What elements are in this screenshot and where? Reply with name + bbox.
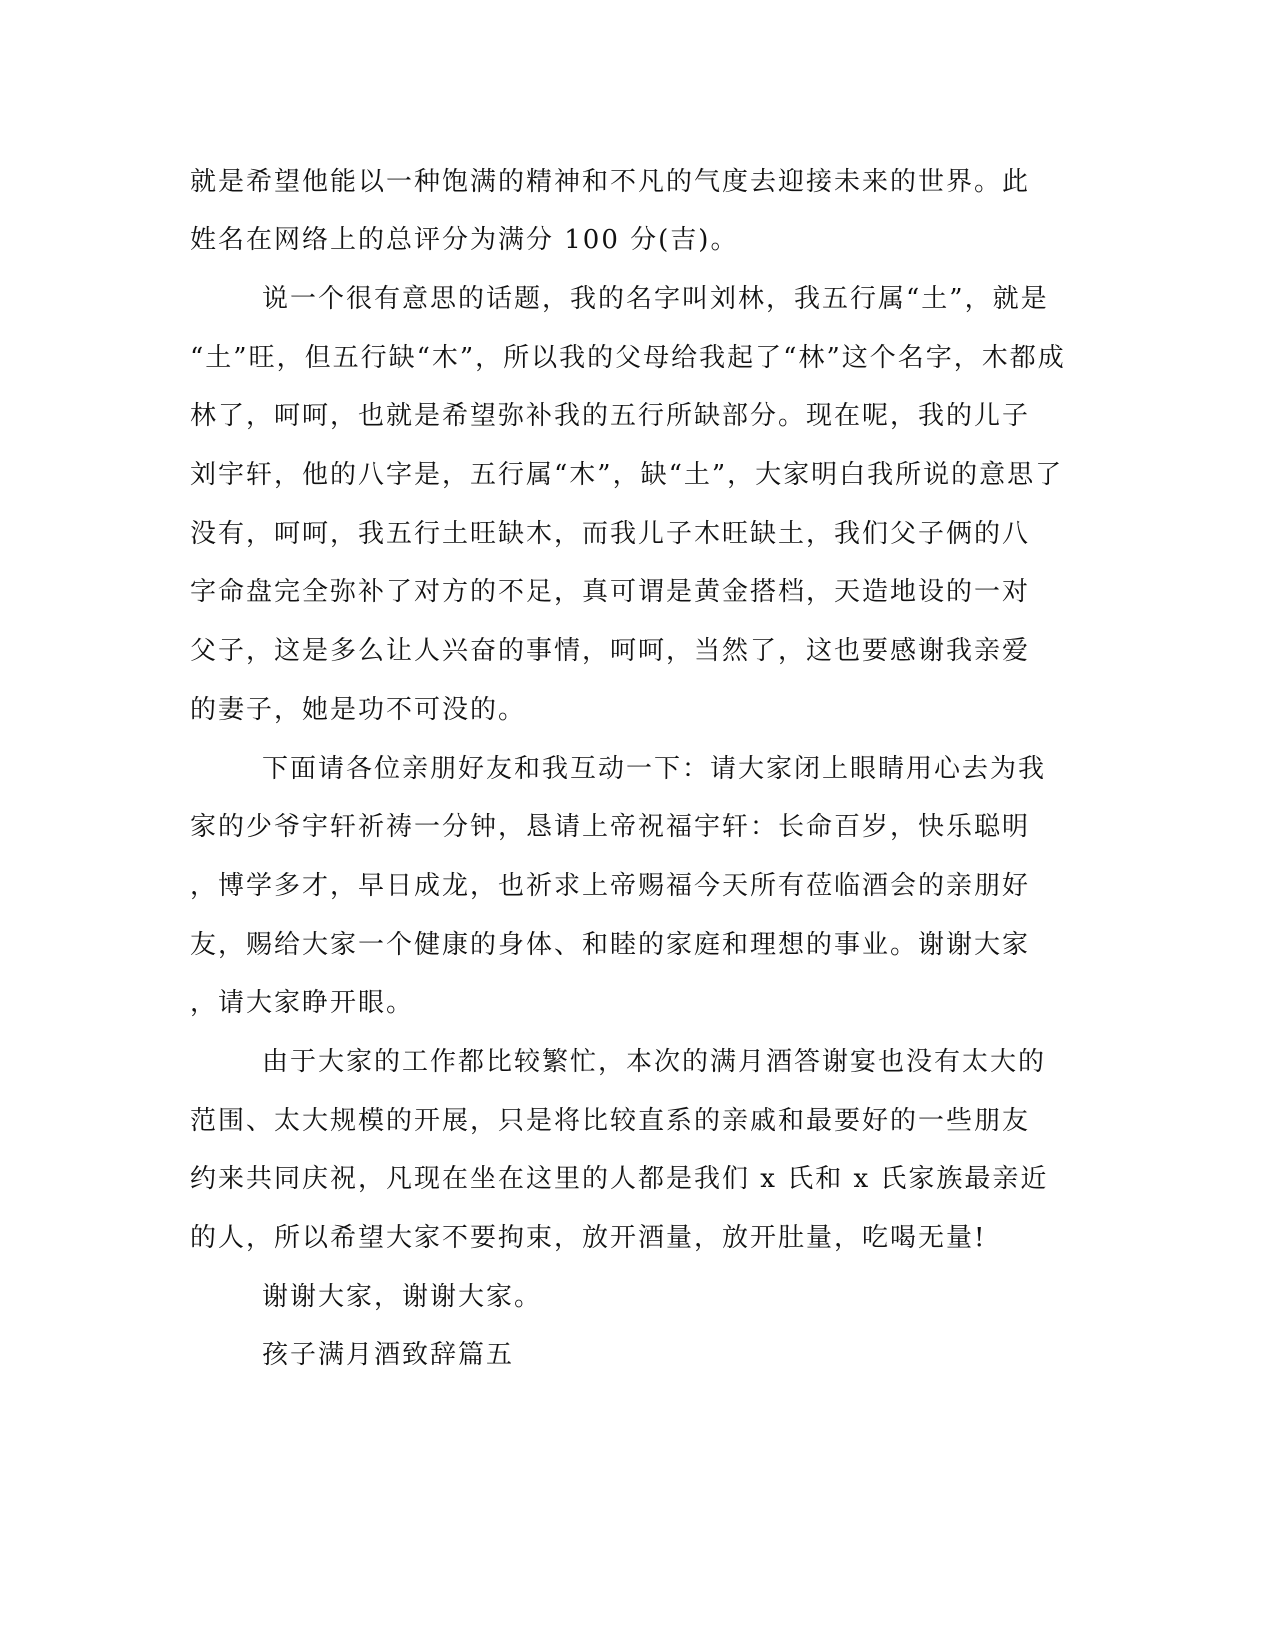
text-line: 刘宇轩，他的八字是，五行属“木”，缺“土”，大家明白我所说的意思了 [190,460,1064,490]
text-line: 字命盘完全弥补了对方的不足，真可谓是黄金搭档，天造地设的一对 [190,577,1031,607]
text-line: 父子，这是多么让人兴奋的事情，呵呵，当然了，这也要感谢我亲爱 [190,636,1031,666]
text-line: 友，赐给大家一个健康的身体、和睦的家庭和理想的事业。谢谢大家 [190,930,1031,960]
text-line: 的人，所以希望大家不要拘束，放开酒量，放开肚量，吃喝无量! [190,1223,987,1253]
text-line: 就是希望他能以一种饱满的精神和不凡的气度去迎接未来的世界。此 [190,167,1031,197]
text-line: 林了，呵呵，也就是希望弥补我的五行所缺部分。现在呢，我的儿子 [190,401,1031,431]
text-line: 家的少爷宇轩祈祷一分钟，恳请上帝祝福宇轩：长命百岁，快乐聪明 [190,812,1031,842]
text-line: 范围、太大规模的开展，只是将比较直系的亲戚和最要好的一些朋友 [190,1106,1031,1136]
paragraph-start-line: 谢谢大家，谢谢大家。 [262,1282,543,1312]
text-line: 姓名在网络上的总评分为满分 100 分(吉)。 [190,225,739,255]
paragraph-start-line: 说一个很有意思的话题，我的名字叫刘林，我五行属“土”，就是 [262,284,1049,314]
paragraph-start-line: 由于大家的工作都比较繁忙，本次的满月酒答谢宴也没有太大的 [262,1047,1047,1077]
paragraph-start-line: 下面请各位亲朋好友和我互动一下：请大家闭上眼睛用心去为我 [262,754,1047,784]
text-line: 的妻子，她是功不可没的。 [190,695,527,725]
text-line: 约来共同庆祝，凡现在坐在这里的人都是我们 x 氏和 x 氏家族最亲近 [190,1164,1049,1194]
text-line: “土”旺，但五行缺“木”，所以我的父母给我起了“林”这个名字，木都成 [190,343,1066,373]
text-line: ，请大家睁开眼。 [190,988,415,1018]
text-line: ，博学多才，早日成龙，也祈求上帝赐福今天所有莅临酒会的亲朋好 [190,871,1031,901]
text-line: 没有，呵呵，我五行土旺缺木，而我儿子木旺缺土，我们父子俩的八 [190,519,1031,549]
section-heading: 孩子满月酒致辞篇五 [262,1340,515,1370]
